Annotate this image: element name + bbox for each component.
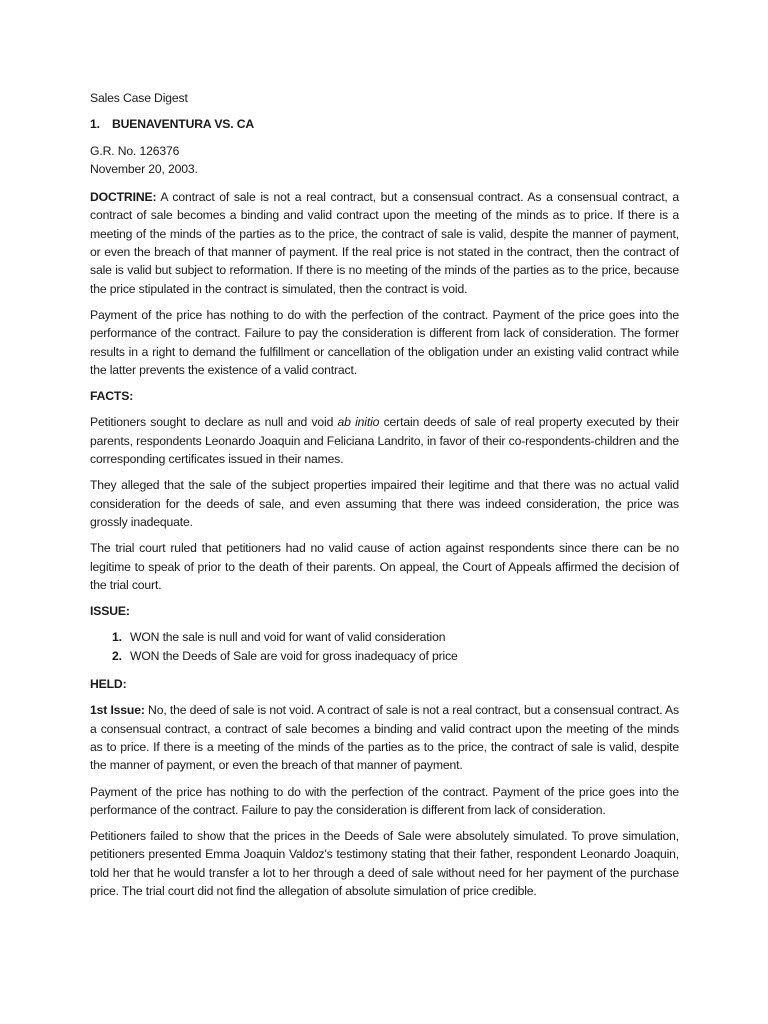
facts-heading: FACTS: bbox=[90, 389, 134, 404]
doctrine-text: A contract of sale is not a real contract, but a consensual contract. As a consensual contract, a contract of sale becomes a binding and valid contract upon the meeting of the minds as to price. If there is a meeting of the minds of the parties as to the price, the contract of sale is valid, despite the manner of payment, or even the breach of that manner of payment. If the real price is not stated in the contract, then the contract of sale is valid but subject to reformation. If there is no meeting of the minds of the parties as to the price, because the price stipulated in the contract is simulated, then the contract is void. bbox=[90, 190, 679, 296]
held-paragraph-2: Payment of the price has nothing to do with the perfection of the contract. Payment of the price goes into the performance of the contract. Failure to pay the consideration is different from lack of consideration. bbox=[90, 784, 679, 817]
document-page bbox=[90, 89, 679, 908]
held-paragraph-1 bbox=[90, 701, 679, 774]
facts-paragraph-1 bbox=[90, 413, 679, 468]
case-number: 1. bbox=[90, 117, 100, 132]
doctrine-label: DOCTRINE: bbox=[90, 190, 157, 205]
list-item bbox=[112, 647, 679, 665]
decision-date: November 20, 2003. bbox=[90, 161, 198, 176]
issue-text: WON the Deeds of Sale are void for gross inadequacy of price bbox=[130, 648, 458, 663]
issue-number: 2. bbox=[112, 648, 122, 663]
facts-p1-before: Petitioners sought to declare as null and void bbox=[90, 415, 338, 430]
document-title: Sales Case Digest bbox=[90, 91, 188, 105]
held-paragraph-3: Petitioners failed to show that the prices in the Deeds of Sale were absolutely simulated. To prove simulation, petitioners presented Emma Joaquin Valdoz's testimony stating that their father, respondent Leonardo Joaquin, told her that he would transfer a lot to her through a deed of sale without need for her payment of the purchase price. The trial court did not find the allegation of absolute simulation of price credible. bbox=[90, 829, 679, 898]
held-p1-text: No, the deed of sale is not void. A contract of sale is not a real contract, but a consensual contract. As a consensual contract, a contract of sale becomes a binding and valid contract upon the meeting of the minds as to price. If there is a meeting of the minds of the parties as to the price, the contract of sale is valid, despite the manner of payment, or even the breach of that manner of payment. bbox=[90, 703, 679, 773]
issue-number: 1. bbox=[112, 630, 122, 645]
facts-p1-italic: ab initio bbox=[337, 415, 380, 430]
facts-p1-after: certain deeds of sale of real property executed by their parents, respondents Leonardo Joaquin and Feliciana Landrito, in favor of their co-respondents-children and the corresponding certificates issued in their names. bbox=[90, 415, 679, 467]
issue-text: WON the sale is null and void for want of valid consideration bbox=[130, 630, 446, 645]
facts-paragraph-2: They alleged that the sale of the subject properties impaired their legitime and that there was no actual valid consideration for the deeds of sale, and even assuming that there was indeed consideration, the price was grossly inadequate. bbox=[90, 478, 679, 529]
doctrine-paragraph-2: Payment of the price has nothing to do with the perfection of the contract. Payment of the price goes into the performance of the contract. Failure to pay the consideration is different from lack of consideration. The former results in a right to demand the fulfillment or cancellation of the obligation under an existing valid contract while the latter prevents the existence of a valid contract. bbox=[90, 307, 679, 377]
issue-list bbox=[90, 628, 679, 665]
held-issue-label: 1st Issue: bbox=[90, 703, 145, 718]
facts-paragraph-3: The trial court ruled that petitioners had no valid cause of action against respondents since there can be no legitime to speak of prior to the death of their parents. On appeal, the Court of Appeals affirmed the decision of the trial court. bbox=[90, 541, 679, 592]
case-heading bbox=[90, 115, 679, 133]
gr-number: G.R. No. 126376 bbox=[90, 143, 180, 158]
list-item bbox=[112, 628, 679, 646]
case-name: BUENAVENTURA VS. CA bbox=[112, 117, 255, 132]
issue-heading: ISSUE: bbox=[90, 604, 130, 619]
doctrine-paragraph bbox=[90, 188, 679, 298]
held-heading: HELD: bbox=[90, 677, 127, 692]
